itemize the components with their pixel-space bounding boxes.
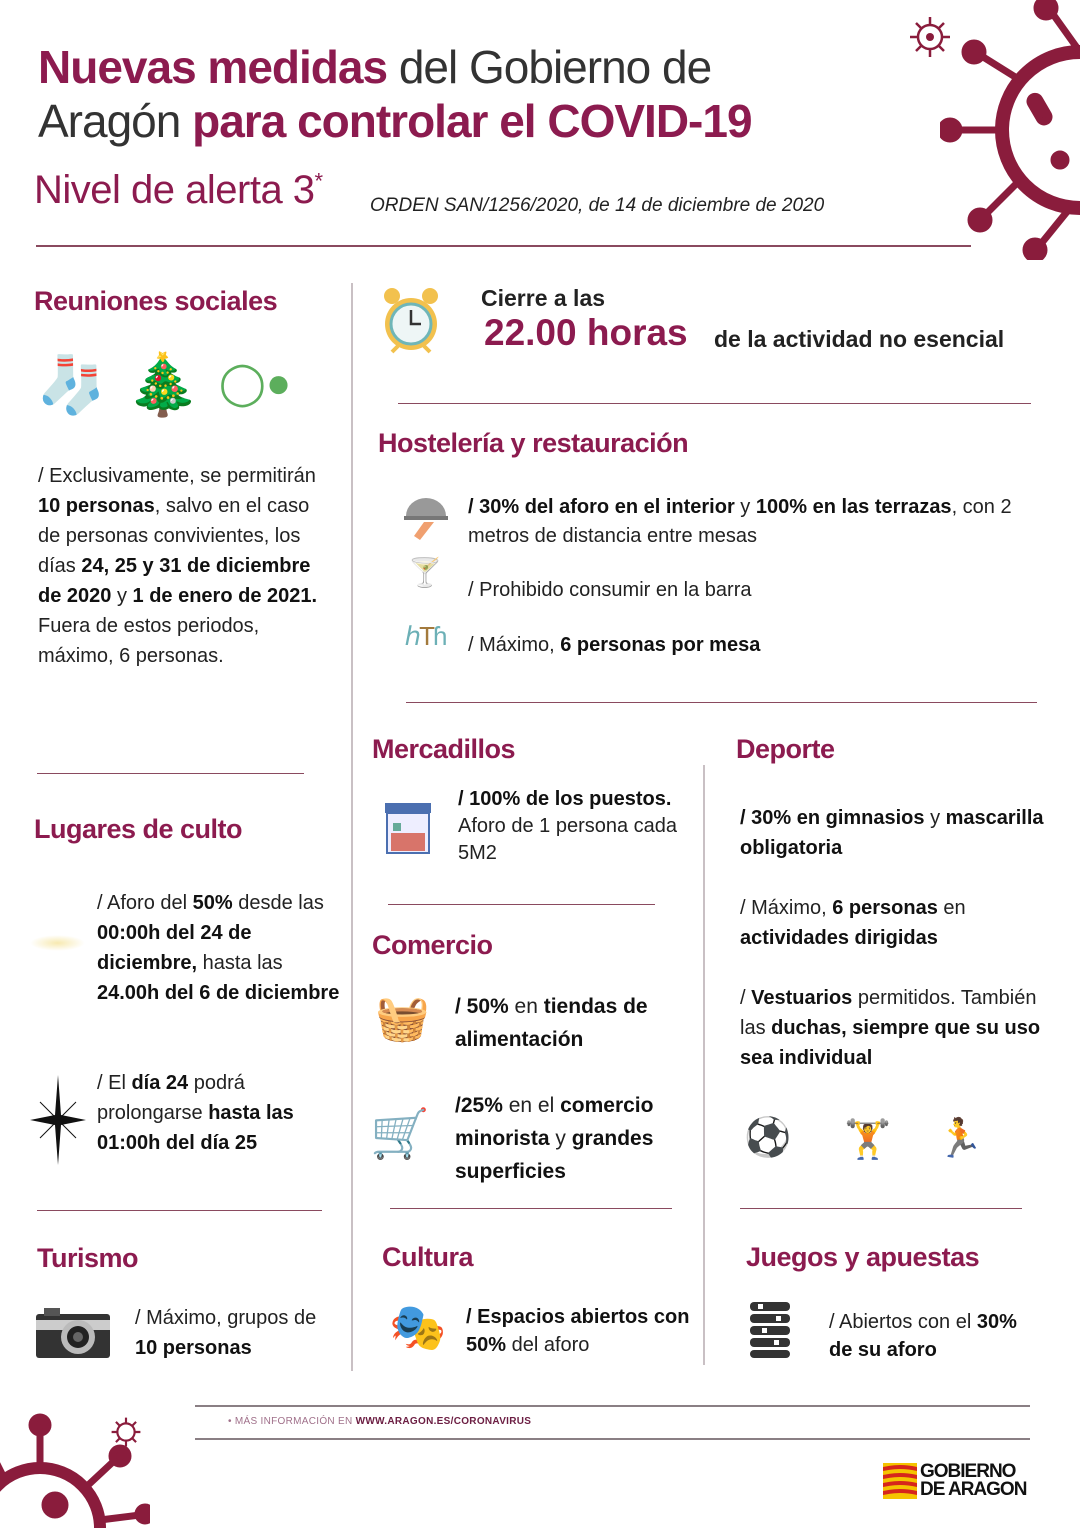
divider bbox=[398, 403, 1031, 404]
cocktail-icon: 🍸 bbox=[407, 556, 443, 588]
theater-masks-icon: 🎭 bbox=[389, 1300, 447, 1353]
text-segment: en bbox=[937, 897, 966, 919]
casino-chips-icon bbox=[748, 1302, 792, 1358]
text-segment: / Abiertos con el bbox=[829, 1311, 977, 1333]
text-segment: / Máximo, bbox=[468, 634, 561, 656]
bold-text: 30% de su aforo bbox=[829, 1311, 1017, 1361]
hosteleria-item bbox=[468, 493, 1038, 551]
hosteleria-item bbox=[468, 630, 1028, 660]
alert-level-text: Nivel de alerta 3 bbox=[34, 168, 315, 212]
text-segment: Aragón bbox=[38, 95, 193, 147]
bold-text: mascarilla obligatoria bbox=[740, 807, 1044, 859]
text-segment: / Prohibido consumir en la barra bbox=[468, 579, 752, 601]
section-title-juegos: Juegos y apuestas bbox=[746, 1242, 980, 1272]
text-segment: Fuera de estos periodos, máximo, 6 personas. bbox=[38, 615, 260, 667]
bold-text: / 100% de los puestos. bbox=[458, 788, 672, 810]
bold-text: 6 personas bbox=[832, 897, 938, 919]
hosteleria-item bbox=[468, 575, 1028, 605]
more-info-link[interactable]: WWW.ARAGON.ES/CORONAVIRUS bbox=[355, 1416, 532, 1427]
bold-text: 50% bbox=[192, 892, 233, 914]
text-segment: del aforo bbox=[506, 1334, 590, 1356]
aragon-flag-icon bbox=[883, 1463, 917, 1499]
more-info-label: MÁS INFORMACIÓN EN bbox=[234, 1416, 356, 1427]
divider bbox=[37, 1210, 322, 1211]
shopping-cart-icon: 🛒 bbox=[370, 1107, 430, 1161]
section-title-culto: Lugares de culto bbox=[34, 814, 243, 844]
bold-text: día 24 bbox=[131, 1072, 189, 1094]
alarm-clock-icon bbox=[380, 284, 442, 358]
deporte-item bbox=[740, 803, 1060, 863]
bold-text: actividades dirigidas bbox=[740, 927, 938, 949]
bold-text: / 50% bbox=[455, 995, 509, 1018]
logo-line: GOBIERNO bbox=[920, 1461, 1016, 1482]
comercio-item bbox=[455, 990, 695, 1056]
bold-text: grandes superficies bbox=[455, 1127, 654, 1183]
mercadillos-text bbox=[458, 786, 683, 867]
footer-divider bbox=[195, 1438, 1030, 1440]
text-segment: hasta las bbox=[197, 952, 283, 974]
bold-text: Nuevas medidas bbox=[38, 41, 388, 93]
text-segment: permitidos. También las bbox=[740, 987, 1037, 1039]
column-divider bbox=[703, 765, 705, 1365]
table-chairs-icon: ℎ T ɦ bbox=[404, 620, 446, 651]
small-virus-icon bbox=[905, 12, 955, 62]
divider bbox=[390, 1208, 672, 1209]
section-title-hosteleria: Hostelería y restauración bbox=[378, 428, 689, 458]
bold-text: duchas, siempre que su uso sea individual bbox=[740, 1017, 1041, 1069]
christmas-tree-icon: 🎄 bbox=[125, 350, 201, 418]
alert-level bbox=[34, 168, 323, 213]
christmas-stocking-icon: 🧦 bbox=[36, 352, 107, 416]
culto-item bbox=[97, 1068, 347, 1158]
text-segment: / Aforo del bbox=[97, 892, 193, 914]
star-icon bbox=[30, 1075, 86, 1165]
text-segment: en bbox=[508, 995, 544, 1018]
weightlifting-icon: 🏋 bbox=[844, 1119, 892, 1161]
deporte-item bbox=[740, 983, 1060, 1073]
order-reference: ORDEN SAN/1256/2020, de 14 de diciembre de 2020 bbox=[370, 195, 825, 216]
text-segment: / El bbox=[97, 1072, 132, 1094]
closing-label: Cierre a las bbox=[481, 285, 606, 311]
divider bbox=[37, 773, 304, 774]
glow-icon bbox=[30, 935, 85, 951]
text-segment: desde las bbox=[232, 892, 324, 914]
text-segment: y bbox=[549, 1127, 572, 1150]
bold-text: 24.00h del 6 de diciembre bbox=[97, 982, 340, 1004]
divider bbox=[740, 1208, 1022, 1209]
section-title-deporte: Deporte bbox=[736, 734, 835, 764]
bold-text: comercio minorista bbox=[455, 1094, 654, 1150]
column-divider bbox=[351, 283, 353, 1371]
closing-description: de la actividad no esencial bbox=[714, 326, 1005, 352]
text-segment: / bbox=[740, 987, 752, 1009]
deporte-item bbox=[740, 893, 1060, 953]
bold-text: 00:00h del 24 de diciembre, bbox=[97, 922, 252, 974]
text-segment: , con 2 metros de distancia entre mesas bbox=[468, 496, 1012, 547]
footer-divider bbox=[195, 1405, 1030, 1407]
reuniones-text bbox=[38, 461, 328, 671]
text-segment: / Máximo, bbox=[740, 897, 833, 919]
gobierno-aragon-logo bbox=[883, 1463, 1026, 1499]
cultura-text bbox=[466, 1303, 696, 1359]
bold-text: /25% bbox=[455, 1094, 503, 1117]
market-stall-icon bbox=[383, 803, 433, 855]
alert-asterisk: * bbox=[314, 168, 323, 194]
text-segment: en el bbox=[502, 1094, 561, 1117]
christmas-ornaments-icon: ◯● bbox=[218, 358, 292, 406]
section-title-reuniones: Reuniones sociales bbox=[34, 286, 278, 316]
header-divider bbox=[36, 245, 971, 247]
text-segment: , salvo en el caso de personas convivientes, los días bbox=[38, 495, 310, 577]
text-segment: / Máximo, grupos de bbox=[135, 1307, 317, 1329]
divider bbox=[388, 904, 655, 905]
section-title-comercio: Comercio bbox=[372, 930, 493, 960]
section-title-mercadillos: Mercadillos bbox=[372, 734, 516, 764]
bold-text: 24, 25 y 31 de diciembre de 2020 bbox=[38, 555, 311, 607]
camera-icon bbox=[36, 1308, 110, 1358]
divider bbox=[406, 702, 1037, 703]
soccer-ball-icon: ⚽ bbox=[744, 1117, 792, 1159]
bold-text: 6 personas por mesa bbox=[560, 634, 761, 656]
more-info: • MÁS INFORMACIÓN EN WWW.ARAGON.ES/CORONAVIRUS bbox=[228, 1416, 532, 1427]
virus-icon bbox=[940, 0, 1080, 260]
bold-text: Vestuarios bbox=[751, 987, 853, 1009]
bold-text: tiendas de alimentación bbox=[455, 995, 648, 1051]
juegos-text bbox=[829, 1308, 1029, 1364]
bold-text: / Espacios abiertos con 50% bbox=[466, 1306, 690, 1356]
bold-text: para controlar el COVID-19 bbox=[192, 95, 752, 147]
text-segment: y bbox=[111, 585, 133, 607]
bold-text: 1 de enero de 2021. bbox=[132, 585, 318, 607]
text-segment: y bbox=[734, 496, 756, 518]
bold-text: 10 personas bbox=[38, 495, 155, 517]
section-title-cultura: Cultura bbox=[382, 1242, 473, 1272]
text-segment: / Exclusivamente, se permitirán bbox=[38, 465, 316, 487]
comercio-item bbox=[455, 1089, 700, 1188]
bold-text: hasta las 01:00h del día 25 bbox=[97, 1102, 294, 1154]
bold-text: / 30% del aforo en el interior bbox=[468, 496, 735, 518]
bold-text: 10 personas bbox=[135, 1337, 252, 1359]
bold-text: / 30% en gimnasios bbox=[740, 807, 925, 829]
text-segment: Aforo de 1 persona cada 5M2 bbox=[458, 815, 678, 864]
turismo-text bbox=[135, 1303, 335, 1363]
runner-icon: 🏃 bbox=[936, 1118, 984, 1160]
logo-line: DE ARAGON bbox=[920, 1479, 1027, 1500]
text-segment: podrá prolongarse bbox=[97, 1072, 245, 1124]
text-segment: y bbox=[924, 807, 946, 829]
small-virus-icon bbox=[108, 1414, 144, 1450]
section-title-turismo: Turismo bbox=[37, 1243, 139, 1273]
grocery-basket-icon: 🧺 bbox=[375, 993, 430, 1043]
closing-time: 22.00 horas bbox=[484, 312, 688, 353]
text-segment: del Gobierno de bbox=[387, 41, 712, 93]
culto-item bbox=[97, 888, 347, 1008]
serving-cloche-icon bbox=[404, 492, 448, 540]
page-title bbox=[38, 40, 752, 148]
bold-text: 100% en las terrazas bbox=[755, 496, 952, 518]
